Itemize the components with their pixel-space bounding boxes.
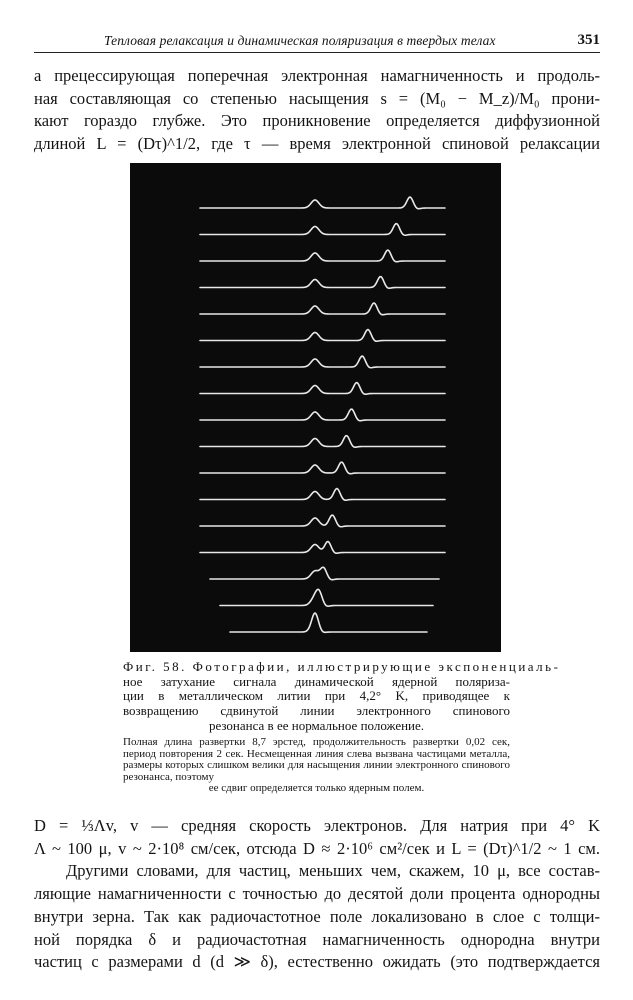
paragraph-bottom (34, 815, 600, 974)
note-text: Полная длина развертки 8,7 эрстед, продолжительность развертки 0,02 сек, период повторения 2 сек. Несмещенная линия слева вызвана частицами металла, размеры которых слишком велики для насыщения линии электронного спинового резонанса, поэтому (123, 736, 510, 783)
caption-line: возвращению сдвинутой линии электронного спинового (123, 703, 510, 719)
oscillogram-photo (130, 163, 501, 652)
trace-line (200, 250, 445, 262)
trace-line (200, 409, 445, 421)
caption-line: резонанса в ее нормальное положение. (208, 717, 425, 733)
trace-line (200, 277, 445, 289)
figure-caption (123, 659, 561, 734)
caption-line: ное затухание сигнала динамической ядерной поляризa- (123, 673, 510, 689)
trace-line (200, 489, 445, 501)
caption-line: ции в металлическом литии при 4,2° K, приводящее к (123, 688, 510, 704)
text-line: а прецессирующая поперечная электронная намагниченность и продоль- (34, 66, 600, 85)
text-line: кают гораздо глубже. Это проникновение определяется диффузионной (34, 111, 600, 131)
text-line: ная составляющая со степенью насыщения s = (M₀ − M_z)/M₀ прони- (34, 88, 600, 108)
paragraph-top (34, 65, 600, 155)
text-line: Λ ~ 100 μ, v ~ 2·10⁸ см/сек, отсюда D ≈ 2·10⁶ см²/сек и L = (Dτ)^1/2 ~ 1 см. (34, 838, 600, 858)
text-line: Другими словами, для частиц, меньших чем, скажем, 10 μ, все состав- (66, 861, 600, 881)
trace-line (200, 197, 445, 209)
trace-line (200, 224, 445, 236)
text-line: D = ⅓Λv, v — средняя скорость электронов. Для натрия при 4° K (34, 816, 600, 835)
running-header (34, 31, 600, 53)
trace-line (200, 462, 445, 474)
running-header-title: Тепловая релаксация и динамическая поляризация в твердых телах (104, 33, 496, 48)
text-line: внутри зерна. Так как радиочастотное поле локализовано в слое с толщи- (34, 906, 600, 926)
trace-line (200, 383, 445, 395)
trace-line (200, 515, 445, 527)
figure-note (123, 737, 510, 795)
caption-line: Фиг. 58. Фотографии, иллюстрирующие экспоненциаль- (123, 659, 561, 674)
trace-line (200, 436, 445, 448)
page-number: 351 (577, 32, 600, 48)
trace-line (200, 356, 445, 368)
trace-line (230, 613, 427, 632)
trace-line (200, 303, 445, 315)
text-line: длиной L = (Dτ)^1/2, где τ — время электронной спиновой релаксации (34, 133, 600, 153)
note-text-last: ее сдвиг определяется только ядерным полем. (208, 782, 425, 795)
text-line: ляющие намагниченности с точностью до десятой доли процента однородны (34, 884, 600, 904)
oscillogram-traces (130, 163, 501, 652)
header-rule (34, 52, 600, 53)
trace-line (220, 589, 433, 606)
trace-line (210, 567, 439, 580)
trace-line (200, 330, 445, 342)
text-line: ной порядка δ и радиочастотная намагниченность однородна внутри (34, 929, 600, 949)
trace-line (200, 542, 445, 554)
text-line: частиц с размерами d (d ≫ δ), естественно ожидать (это подтверждается (34, 952, 600, 972)
